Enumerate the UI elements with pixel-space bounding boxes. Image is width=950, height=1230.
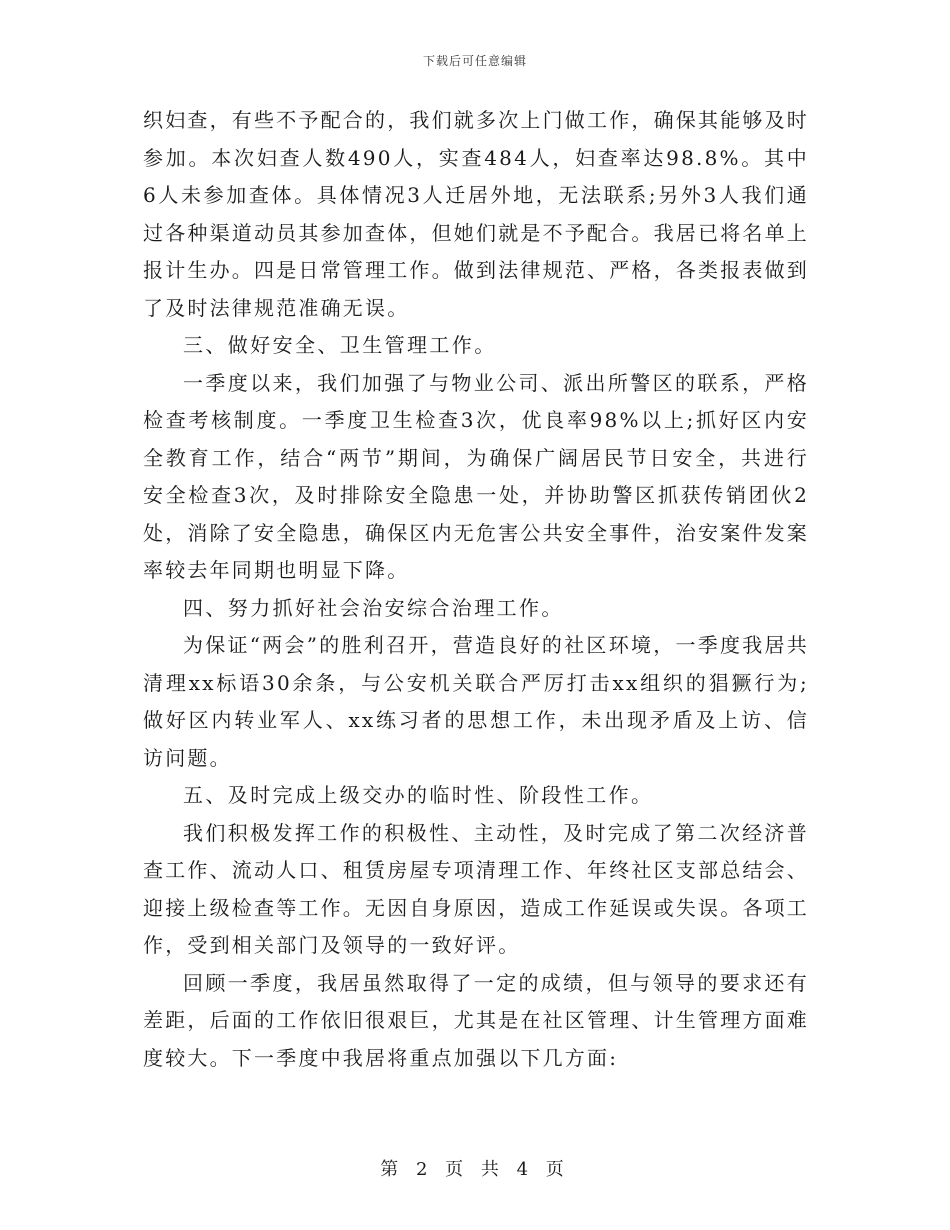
section-heading-4: 四、努力抓好社会治安综合治理工作。: [183, 595, 564, 620]
section-heading-5: 五、及时完成上级交办的临时性、阶段性工作。: [183, 783, 654, 807]
page-header: 下载后可任意编辑: [422, 54, 527, 68]
document-body: [143, 102, 809, 1077]
paragraph-safety: 一季度以来，我们加强了与物业公司、派出所警区的联系，严格检查考核制度。一季度卫生检查3次，优良率98%以上;抓好区内安全教育工作，结合“两节”期间，为确保广阔居民节日安全，共进行安全检查3次，及时排除安全隐患一处，并协助警区抓获传销团伙2处，消除了安全隐患，确保区内无危害公共安全事件，治安案件发案率较去年同期也明显下降。: [143, 370, 809, 582]
section-heading-3: 三、做好安全、卫生管理工作。: [183, 333, 497, 357]
paragraph-continuation: 织妇查，有些不予配合的，我们就多次上门做工作，确保其能够及时参加。本次妇查人数490人，实查484人，妇查率达98.8%。其中6人未参加查体。具体情况3人迁居外地，无法联系;另外3人我们通过各种渠道动员其参加查体，但她们就是不予配合。我居已将名单上报计生办。四是日常管理工作。做到法律规范、严格，各类报表做到了及时法律规范准确无误。: [143, 108, 809, 320]
paragraph-temporary-tasks: 我们积极发挥工作的积极性、主动性，及时完成了第二次经济普查工作、流动人口、租赁房屋专项清理工作、年终社区支部总结会、迎接上级检查等工作。无因自身原因，造成工作延误或失误。各项工作，受到相关部门及领导的一致好评。: [143, 820, 809, 957]
paragraph-review: 回顾一季度，我居虽然取得了一定的成绩，但与领导的要求还有差距，后面的工作依旧很艰巨，尤其是在社区管理、计生管理方面难度较大。下一季度中我居将重点加强以下几方面:: [143, 970, 809, 1070]
paragraph-public-order: 为保证“两会”的胜利召开，营造良好的社区环境，一季度我居共清理xx标语30余条，与公安机关联合严厉打击xx组织的猖獗行为;做好区内转业军人、xx练习者的思想工作，未出现矛盾及上访、信访问题。: [143, 633, 809, 770]
page-footer: 第 2 页 共 4 页: [380, 1159, 570, 1180]
